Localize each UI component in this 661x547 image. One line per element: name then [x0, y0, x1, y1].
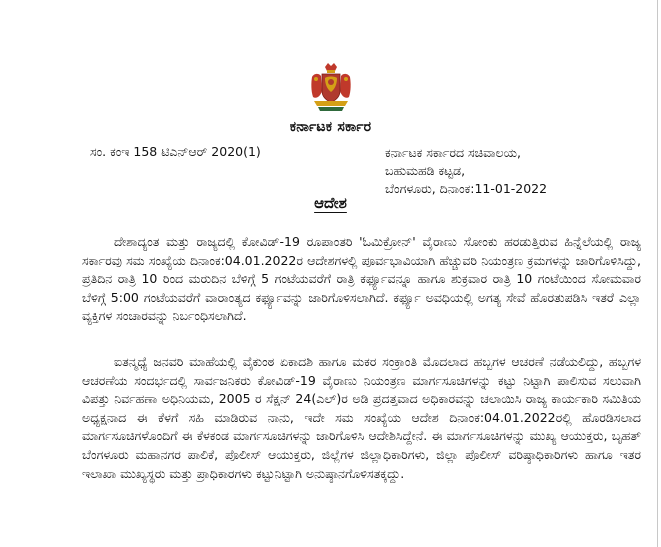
paragraph-2-text: ಐತನ್ಮಧ್ಯೆ ಜನವರಿ ಮಾಹೆಯಲ್ಲಿ ವೈಕುಂಠ ಏಕಾದಶಿ ಹಾಗೂ ಮಕರ ಸಂಕ್ರಾಂತಿ ಮೊದಲಾದ ಹಬ್ಬಗಳ ಆಚರಣೆ ನಡೆಯಲಿದ್ದು, ಹಬ್ಬಗಳ ಆಚರಣೆಯ ಸಂದರ್ಭದಲ್ಲಿ ಸಾರ್ವಜನಿಕರು ಕೋವಿಡ್-19 ವೈರಾಣು ನಿಯಂತ್ರಣ ಮಾರ್ಗಸೂಚಿಗಳನ್ನು ಕಟ್ಟು ನಿಟ್ಟಾಗಿ ಪಾಲಿಸುವ ಸಲುವಾಗಿ ವಿಪತ್ತು ನಿರ್ವಹಣಾ ಅಧಿನಿಯಮ, 2005 ರ ಸೆಕ್ಷನ್ 24(ಎಲ್)ರ ಅಡಿ ಪ್ರದತ್ತವಾದ ಅಧಿಕಾರವನ್ನು ಚಲಾಯಿಸಿ ರಾಜ್ಯ ಕಾರ್ಯಕಾರಿ ಸಮಿತಿಯ ಅಧ್ಯಕ್ಷನಾದ ಈ ಕೆಳಗೆ ಸಹಿ ಮಾಡಿರುವ ನಾನು, ಇದೇ ಸಮ ಸಂಖ್ಯೆಯ ಆದೇಶ ದಿನಾಂಕ:04.01.2022ರಲ್ಲಿ ಹೊರಡಿಸಲಾದ ಮಾರ್ಗಸೂಚಿಗಳೊಂದಿಗೆ ಈ ಕೆಳಕಂಡ ಮಾರ್ಗಸೂಚಿಗಳನ್ನು ಜಾರಿಗೊಳಿಸಿ ಆದೇಶಿಸಿದ್ದೇನೆ. ಈ ಮಾರ್ಗಸೂಚಿಗಳನ್ನು ಮುಖ್ಯ ಆಯುಕ್ತರು, ಬೃಹತ್ ಬೆಂಗಳೂರು ಮಹಾನಗರ ಪಾಲಿಕೆ, ಪೊಲೀಸ್ ಆಯುಕ್ತರು, ಜಿಲ್ಲೆಗಳ ಜಿಲ್ಲಾಧಿಕಾರಿಗಳು, ಜಿಲ್ಲಾ ಪೊಲೀಸ್ ವರಿಷ್ಠಾಧಿಕಾರಿಗಳು ಹಾಗೂ ಇತರ ಇಲಾಖಾ ಮುಖ್ಯಸ್ಥರು ಮತ್ತು ಪ್ರಾಧಿಕಾರಗಳು ಕಟ್ಟುನಿಟ್ಟಾಗಿ ಅನುಷ್ಠಾನಗೊಳಿಸತಕ್ಕದ್ದು. [82, 354, 641, 481]
address-line-place-date: ಬೆಂಗಳೂರು, ದಿನಾಂಕ:11-01-2022 [385, 181, 548, 196]
office-address [385, 144, 547, 198]
body-paragraph-2 [82, 353, 641, 483]
government-title: ಕರ್ನಾಟಕ ಸರ್ಕಾರ [289, 119, 372, 135]
karnataka-state-emblem-icon [308, 61, 354, 113]
address-line-secretariat: ಕರ್ನಾಟಕ ಸರ್ಕಾರದ ಸಚಿವಾಲಯ, [385, 145, 521, 160]
order-heading [0, 194, 661, 212]
body-paragraph-1 [82, 233, 641, 326]
page-border [657, 0, 658, 547]
reference-number: ಸಂ. ಕಂಇ 158 ಟಿಎನ್ಆರ್ 2020(1) [90, 144, 261, 159]
order-title-text: ಆದೇಶ [314, 194, 347, 212]
address-line-building: ಬಹುಮಹಡಿ ಕಟ್ಟಡ, [385, 163, 466, 178]
paragraph-1-text: ದೇಶಾದ್ಯಂತ ಮತ್ತು ರಾಜ್ಯದಲ್ಲಿ ಕೋವಿಡ್-19 ರೂಪಾಂತರಿ 'ಓಮಿಕ್ರೋನ್' ವೈರಾಣು ಸೋಂಕು ಹರಡುತ್ತಿರುವ ಹಿನ್ನೆಲೆಯಲ್ಲಿ ರಾಜ್ಯ ಸರ್ಕಾರವು ಸಮ ಸಂಖ್ಯೆಯ ದಿನಾಂಕ:04.01.2022ರ ಆದೇಶಗಳಲ್ಲಿ ಪೂರ್ವಭಾವಿಯಾಗಿ ಹೆಚ್ಚುವರಿ ನಿಯಂತ್ರಣ ಕ್ರಮಗಳನ್ನು ಜಾರಿಗೊಳಿಸಿದ್ದು, ಪ್ರತಿದಿನ ರಾತ್ರಿ 10 ರಿಂದ ಮರುದಿನ ಬೆಳಿಗ್ಗೆ 5 ಗಂಟೆಯವರೆಗೆ ರಾತ್ರಿ ಕರ್ಫ್ಯೂವನ್ನೂ ಹಾಗೂ ಶುಕ್ರವಾರ ರಾತ್ರಿ 10 ಗಂಟೆಯಿಂದ ಸೋಮವಾರ ಬೆಳಿಗ್ಗೆ 5:00 ಗಂಟೆಯವರೆಗೆ ವಾರಾಂತ್ಯದ ಕರ್ಫ್ಯೂವನ್ನು ಜಾರಿಗೊಳಿಸಲಾಗಿದೆ. ಕರ್ಫ್ಯೂ ಅವಧಿಯಲ್ಲಿ ಅಗತ್ಯ ಸೇವೆ ಹೊರತುಪಡಿಸಿ ಇತರೆ ಎಲ್ಲಾ ವ್ಯಕ್ತಿಗಳ ಸಂಚಾರವನ್ನು ನಿರ್ಬಂಧಿಸಲಾಗಿದೆ. [82, 234, 641, 324]
